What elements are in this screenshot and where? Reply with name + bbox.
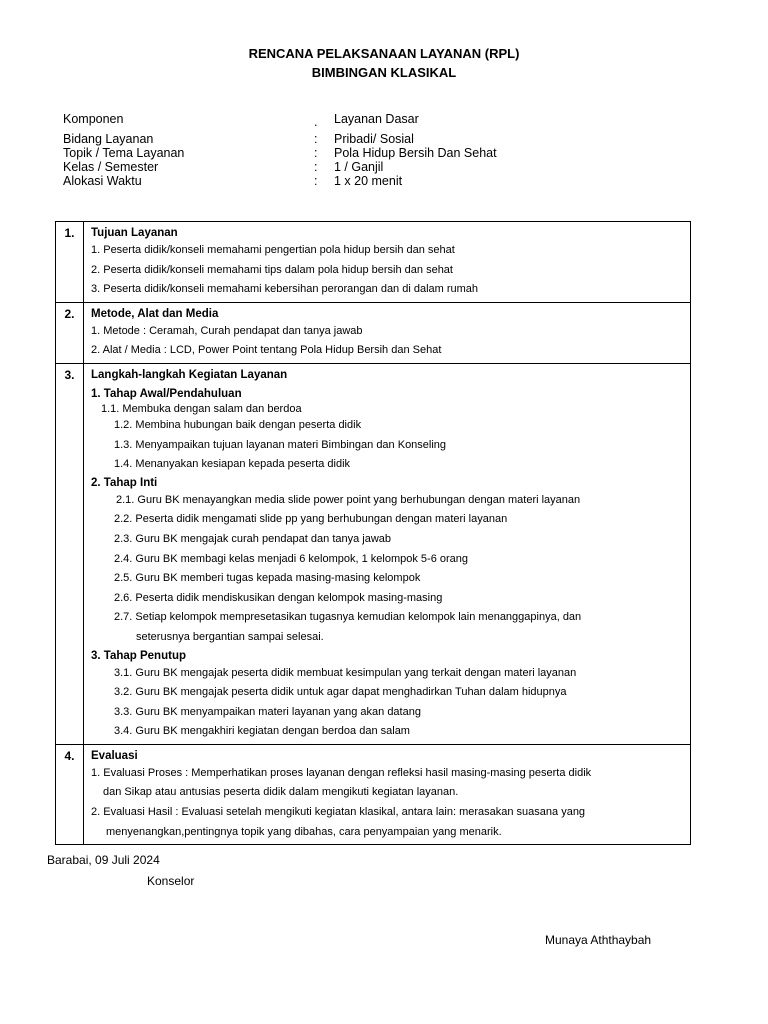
- meta-colon: :: [314, 146, 318, 160]
- meta-key: Alokasi Waktu: [63, 174, 142, 188]
- section-heading: Tujuan Layanan: [91, 227, 178, 239]
- section-number: 3.: [56, 363, 84, 744]
- section-body: [84, 302, 691, 363]
- meta-colon: .: [314, 115, 318, 129]
- meta-colon: :: [314, 132, 318, 146]
- subsection-heading-penutup: 3. Tahap Penutup: [91, 649, 186, 662]
- meta-value: 1 / Ganjil: [334, 160, 384, 174]
- list-item: 1.2. Membina hubungan baik dengan peserta didik: [114, 418, 362, 431]
- list-item-continuation: menyenangkan,pentingnya topik yang dibahas, cara penyampaian yang menarik.: [106, 825, 502, 838]
- list-item-continuation: seterusnya bergantian sampai selesai.: [136, 630, 324, 643]
- list-item: 2.5. Guru BK memberi tugas kepada masing-masing kelompok: [114, 572, 421, 585]
- meta-colon: :: [314, 174, 318, 188]
- section-number: 2.: [56, 302, 84, 363]
- list-item: 2.1. Guru BK menayangkan media slide power point yang berhubungan dengan materi layanan: [116, 493, 581, 506]
- list-item: 3.3. Guru BK menyampaikan materi layanan yang akan datang: [114, 705, 421, 718]
- meta-key: Komponen: [63, 112, 124, 126]
- section-heading: Metode, Alat dan Media: [91, 307, 219, 320]
- list-item: 1. Evaluasi Proses : Memperhatikan proses layanan dengan refleksi hasil masing-masing peserta didik: [91, 766, 592, 779]
- section-heading: Evaluasi: [91, 749, 138, 762]
- section-heading: Langkah-langkah Kegiatan Layanan: [91, 368, 288, 381]
- list-item: 2.6. Peserta didik mendiskusikan dengan kelompok masing-masing: [114, 591, 443, 604]
- list-item: 2.7. Setiap kelompok mempresetasikan tugasnya kemudian kelompok lain menanggapinya, dan: [114, 611, 582, 624]
- list-item: 1. Peserta didik/konseli memahami pengertian pola hidup bersih dan sehat: [91, 244, 455, 256]
- section-number: 1.: [56, 222, 84, 303]
- section-body: [84, 363, 691, 744]
- meta-value: 1 x 20 menit: [334, 174, 403, 188]
- section-number: 4.: [56, 744, 84, 844]
- signer-name: Munaya Aththaybah: [545, 933, 652, 947]
- meta-value: Pribadi/ Sosial: [334, 132, 414, 146]
- section-body: [84, 222, 691, 303]
- list-item: 1.3. Menyampaikan tujuan layanan materi Bimbingan dan Konseling: [114, 438, 447, 451]
- meta-key: Topik / Tema Layanan: [63, 146, 185, 160]
- document-title: [0, 44, 768, 82]
- list-item: 2.3. Guru BK mengajak curah pendapat dan tanya jawab: [114, 532, 392, 545]
- section-row-evaluasi: [56, 744, 691, 844]
- list-item: 3.1. Guru BK mengajak peserta didik membuat kesimpulan yang terkait dengan materi layanan: [114, 666, 577, 679]
- plan-table: [55, 221, 691, 845]
- meta-value: Pola Hidup Bersih Dan Sehat: [334, 146, 497, 160]
- title-line-2: BIMBINGAN KLASIKAL: [311, 65, 457, 80]
- list-item: 3.4. Guru BK mengakhiri kegiatan dengan berdoa dan salam: [114, 725, 410, 738]
- signer-role: Konselor: [147, 874, 195, 888]
- meta-key: Kelas / Semester: [63, 160, 159, 174]
- list-item: 2. Peserta didik/konseli memahami tips dalam pola hidup bersih dan sehat: [91, 263, 453, 276]
- place-date: Barabai, 09 Juli 2024: [47, 853, 160, 867]
- subsection-heading-awal: 1. Tahap Awal/Pendahuluan: [91, 387, 242, 400]
- section-body: [84, 744, 691, 844]
- meta-value: Layanan Dasar: [334, 112, 419, 126]
- meta-key: Bidang Layanan: [63, 132, 154, 146]
- title-line-1: RENCANA PELAKSANAAN LAYANAN (RPL): [248, 46, 520, 61]
- section-row-metode: [56, 302, 691, 363]
- section-row-langkah: [56, 363, 691, 744]
- section-row-tujuan: [56, 222, 691, 303]
- list-item: 3.2. Guru BK mengajak peserta didik untuk agar dapat menghadirkan Tuhan dalam hidupnya: [114, 686, 567, 699]
- list-item-continuation: dan Sikap atau antusias peserta didik dalam mengikuti kegiatan layanan.: [103, 786, 459, 799]
- list-item: 1.4. Menanyakan kesiapan kepada peserta didik: [114, 458, 351, 471]
- list-item: 2.4. Guru BK membagi kelas menjadi 6 kelompok, 1 kelompok 5-6 orang: [114, 552, 469, 565]
- list-item: 1. Metode : Ceramah, Curah pendapat dan tanya jawab: [91, 324, 363, 337]
- subsection-heading-inti: 2. Tahap Inti: [91, 476, 158, 489]
- list-item: 3. Peserta didik/konseli memahami kebersihan perorangan dan di dalam rumah: [91, 283, 479, 296]
- list-item: 2. Alat / Media : LCD, Power Point tentang Pola Hidup Bersih dan Sehat: [91, 344, 442, 357]
- meta-colon: :: [314, 160, 318, 174]
- list-item: 2. Evaluasi Hasil : Evaluasi setelah mengikuti kegiatan klasikal, antara lain: merasakan suasana yang: [91, 806, 586, 819]
- list-item: 2.2. Peserta didik mengamati slide pp yang berhubungan dengan materi layanan: [114, 513, 508, 526]
- list-item: 1.1. Membuka dengan salam dan berdoa: [101, 402, 302, 415]
